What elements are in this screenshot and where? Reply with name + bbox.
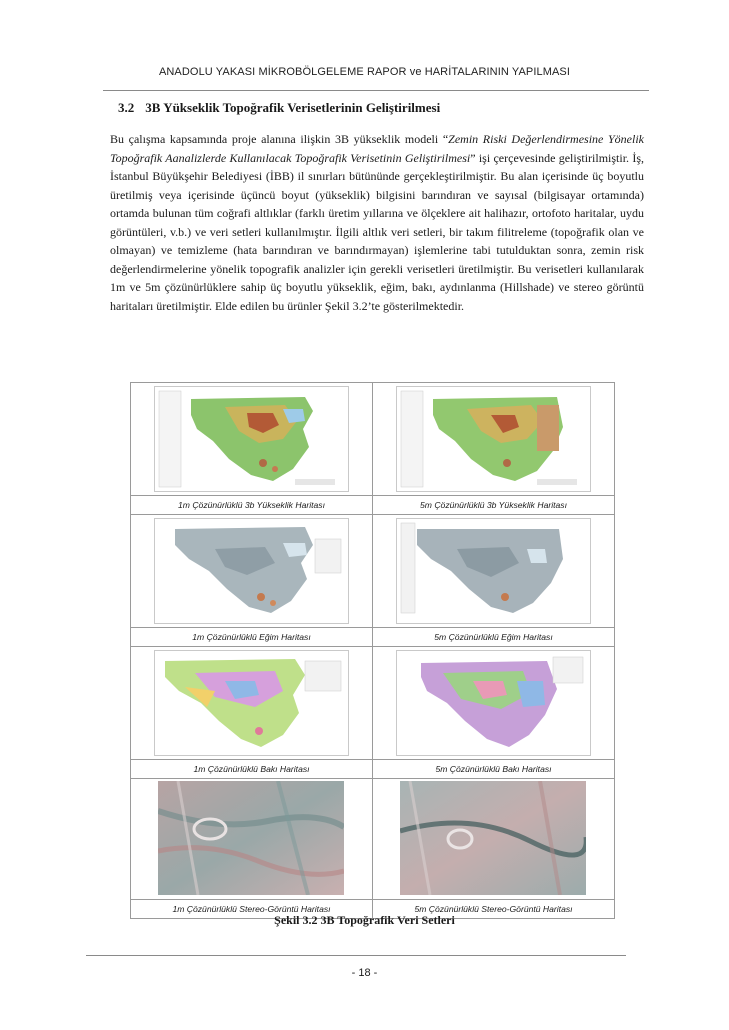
- elevation-map-5m: [396, 386, 591, 492]
- section-heading: [118, 100, 440, 116]
- page-header: ANADOLU YAKASI MİKROBÖLGELEME RAPOR ve HARİTALARININ YAPILMASI: [158, 66, 571, 78]
- figure-table: [130, 382, 615, 919]
- map-cell-elevation-1m: [131, 383, 373, 496]
- paragraph-part-2: ” işi çerçevesinde geliştirilmiştir. İş, İstanbul Büyükşehir Belediyesi (İBB) il sınırları bütününde gerçekleştirilmiştir. Bu alan içerisinde üç boyutlu üretilmiş veya içerisinde üçüncü boyut (yükseklik) bilgisini barındıran ve sayısal (bilgisayar ortamında) ortamda bulunan tüm coğrafi altlıklar (farklı üretim yıllarına ve ölçeklere ait halihazır, ortofoto haritalar, uydu görüntüleri, v.b.) ve veri setleri kullanılmıştır. İlgili altlık veri setleri, bir takım filitreleme (topoğrafik olan ve olmayan) ve temizleme (hata barındıran ve barındırmayan) işlemlerine tabi tutulduktan sonra, zemin risk değerlendirmelerine yönelik topografik analizler için gerekli verisetleri üretilmiştir. Bu verisetleri kullanılarak 1m ve 5m çözünürlüklere sahip üç boyutlu yükseklik, eğim, bakı, aydınlanma (Hillshade) ve stereo görüntü haritaları üretilmiştir. Elde edilen bu ürünler Şekil 3.2’te gösterilmektedir.: [110, 150, 645, 313]
- aspect-map-5m: [396, 650, 591, 756]
- figure-caption: Şekil 3.2 3B Topoğrafik Veri Setleri: [274, 913, 455, 927]
- section-title: 3B Yükseklik Topoğrafik Verisetlerinin Geliştirilmesi: [145, 100, 441, 115]
- map-cell-aspect-5m: [373, 647, 615, 760]
- caption-elevation-1m: 1m Çözünürlüklü 3b Yükseklik Haritası: [131, 496, 373, 515]
- caption-aspect-1m: 1m Çözünürlüklü Bakı Haritası: [131, 760, 373, 779]
- caption-slope-1m: 1m Çözünürlüklü Eğim Haritası: [131, 628, 373, 647]
- elevation-map-1m: [154, 386, 349, 492]
- footer-divider: [86, 955, 626, 956]
- map-cell-stereo-5m: [373, 779, 615, 900]
- caption-elevation-5m: 5m Çözünürlüklü 3b Yükseklik Haritası: [373, 496, 615, 515]
- caption-slope-5m: 5m Çözünürlüklü Eğim Haritası: [373, 628, 615, 647]
- caption-stereo-5m: 5m Çözünürlüklü Stereo-Görüntü Haritası: [373, 900, 615, 919]
- map-cell-elevation-5m: [373, 383, 615, 496]
- project-title-italic: Zemin Riski Değerlendirmesine Yönelik Topoğrafik Aanalizlerde Kullanılacak Topoğrafik Verisetinin Geliştirilmesi: [110, 132, 644, 165]
- map-cell-slope-5m: [373, 515, 615, 628]
- slope-map-1m: [154, 518, 349, 624]
- caption-stereo-1m: 1m Çözünürlüklü Stereo-Görüntü Haritası: [131, 900, 373, 919]
- map-cell-aspect-1m: [131, 647, 373, 760]
- section-number: 3.2: [118, 100, 135, 115]
- body-paragraph: [110, 130, 644, 315]
- stereo-image-5m: [400, 781, 586, 895]
- paragraph-part-1: Bu çalışma kapsamında proje alanına ilişkin 3B yükseklik modeli “: [110, 132, 449, 146]
- aspect-map-1m: [154, 650, 349, 756]
- caption-aspect-5m: 5m Çözünürlüklü Bakı Haritası: [373, 760, 615, 779]
- header-divider: [103, 90, 649, 91]
- slope-map-5m: [396, 518, 591, 624]
- map-cell-slope-1m: [131, 515, 373, 628]
- stereo-image-1m: [158, 781, 344, 895]
- map-cell-stereo-1m: [131, 779, 373, 900]
- page-number: - 18 -: [351, 967, 378, 979]
